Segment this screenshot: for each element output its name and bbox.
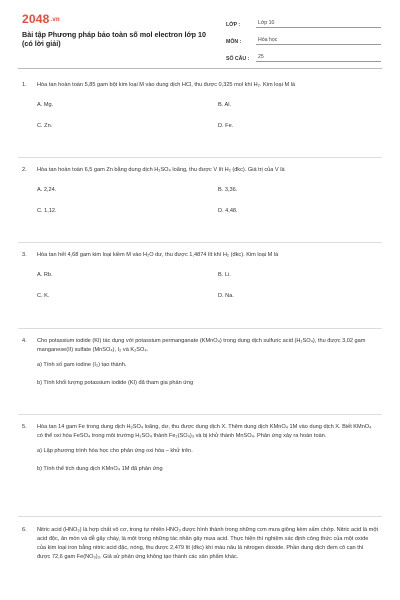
question-text: Hòa tan hoàn toàn 6,5 gam Zn bằng dung dịch H₂SO₄ loãng, thu được V lít H₂ (đkc). Giá trị của V là bbox=[37, 167, 285, 173]
options bbox=[37, 271, 378, 299]
question-divider bbox=[18, 242, 382, 243]
question-2 bbox=[22, 166, 378, 214]
question-6 bbox=[22, 526, 378, 562]
question-number: 5. bbox=[22, 424, 27, 430]
document-title: Bài tập Phương pháp bảo toàn số mol electron lớp 10 (có lời giải) bbox=[22, 30, 206, 48]
meta-label: MÔN : bbox=[226, 39, 242, 45]
question-4 bbox=[22, 337, 378, 388]
option-c[interactable]: C. 1,12. bbox=[37, 208, 57, 214]
meta-value: Lớp 10 bbox=[256, 20, 381, 28]
meta-value: 25 bbox=[256, 54, 381, 62]
meta-row-class bbox=[226, 14, 381, 28]
sub-question-b: b) Tính khối lượng potassium iodide (KI) đã tham gia phản ứng bbox=[37, 380, 194, 386]
question-number: 3. bbox=[22, 252, 27, 258]
meta-row-count bbox=[226, 48, 381, 62]
option-b[interactable]: B. Al. bbox=[218, 102, 232, 108]
page-header bbox=[0, 0, 400, 70]
question-number: 1. bbox=[22, 82, 27, 88]
option-a[interactable]: A. Rb. bbox=[37, 272, 53, 278]
option-d[interactable]: D. Na. bbox=[218, 293, 234, 299]
question-number: 4. bbox=[22, 338, 27, 344]
question-number: 6. bbox=[22, 527, 27, 533]
question-text: Cho potassium iodide (KI) tác dụng với potassium permanganate (KMnO₄) trong dung dịch sulfuric acid (H₂SO₄), thu được 3,02 gam manganese(II) sulfate (MnSO₄), I₂ và K₂SO₄. bbox=[37, 338, 366, 353]
meta-label: SỐ CÂU : bbox=[226, 56, 250, 62]
meta-value: Hóa học bbox=[256, 37, 381, 45]
option-b[interactable]: B. Li. bbox=[218, 272, 231, 278]
sub-question-a: a) Lập phương trình hóa học cho phản ứng oxi hóa – khử trên. bbox=[37, 448, 193, 454]
option-a[interactable]: A. 2,24. bbox=[37, 187, 57, 193]
logo-tld: .vn bbox=[50, 16, 60, 23]
options bbox=[37, 186, 378, 214]
meta-row-subject bbox=[226, 31, 381, 45]
question-3 bbox=[22, 251, 378, 299]
question-divider bbox=[18, 328, 382, 329]
option-c[interactable]: C. K. bbox=[37, 293, 50, 299]
option-b[interactable]: B. 3,36. bbox=[218, 187, 238, 193]
option-d[interactable]: D. 4,48. bbox=[218, 208, 238, 214]
option-a[interactable]: A. Mg. bbox=[37, 102, 54, 108]
question-5 bbox=[22, 423, 378, 474]
meta-label: LỚP : bbox=[226, 22, 241, 28]
header-divider bbox=[18, 68, 382, 69]
question-1 bbox=[22, 81, 378, 129]
sub-question-a: a) Tính số gam iodine (I₂) tạo thành. bbox=[37, 362, 127, 368]
metadata-block bbox=[226, 14, 381, 65]
logo-text: 2048 bbox=[22, 12, 50, 26]
option-d[interactable]: D. Fe. bbox=[218, 123, 234, 129]
sub-question-b: b) Tính thể tích dung dịch KMnO₄ 1M đã phản ứng bbox=[37, 466, 163, 472]
question-divider bbox=[18, 516, 382, 517]
question-text: Nitric acid (HNO₃) là hợp chất vô cơ, trong tự nhiên HNO₃ được hình thành trong những cơn mưa giông kèm sấm chớp. Nitric acid là một acid độc, ăn mòn và dễ gây cháy, là một trong những tác nhân gây mưa acid. Thực hiện thí nghiệm xác định công thức của một oxide của kim loại iron bằng nitric acid đặc, nóng, thu được 2,479 lít (đkc) khí màu nâu là nitrogen dioxide. Phần dung dịch đem cô cạn thì được 72,6 gam Fe(NO₃)₃. Giả sử phản ứng không tạo thành các sản phẩm khác. bbox=[37, 527, 379, 560]
question-text: Hòa tan hết 4,68 gam kim loại kiềm M vào H₂O dư, thu được 1,4874 lít khí H₂ (đkc). Kim loại M là bbox=[37, 252, 279, 258]
option-c[interactable]: C. Zn. bbox=[37, 123, 53, 129]
options bbox=[37, 101, 378, 129]
question-text: Hòa tan 14 gam Fe trong dung dịch H₂SO₄ loãng, dư, thu được dung dịch X. Thêm dung dịch KMnO₄ 1M vào dung dịch X. Biết KMnO₄ có thể oxi hóa FeSO₄ trong môi trường H₂SO₄ thành Fe₂(SO₄)₃ và bị khử thành MnSO₄. Phản ứng xảy ra hoàn toàn. bbox=[37, 424, 372, 439]
question-number: 2. bbox=[22, 167, 27, 173]
question-divider bbox=[18, 157, 382, 158]
site-logo[interactable] bbox=[22, 12, 60, 26]
question-divider bbox=[18, 414, 382, 415]
question-text: Hòa tan hoàn toàn 5,85 gam bột kim loại M vào dung dịch HCl, thu được 0,325 mol khí H₂. Kim loại M là bbox=[37, 82, 296, 88]
